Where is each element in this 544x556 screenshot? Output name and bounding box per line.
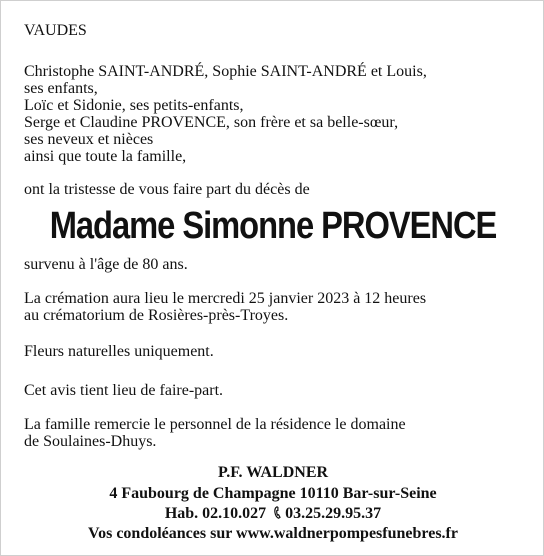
cremation-line-1: La crémation aura lieu le mercredi 25 janvier 2023 à 12 heures — [24, 290, 427, 307]
family-line-4: Serge et Claudine PROVENCE, son frère et sa belle-sœur, — [24, 114, 399, 131]
phone-number: 03.25.29.95.37 — [285, 505, 382, 522]
family-line-6: ainsi que toute la famille, — [24, 148, 187, 165]
funeral-home-name: P.F. WALDNER — [217, 464, 329, 481]
phone-icon — [274, 503, 284, 524]
age-line: survenu à l'âge de 80 ans. — [24, 256, 188, 273]
funeral-home-contact — [1, 503, 544, 524]
cremation-line-2: au crématorium de Rosières-près-Troyes. — [24, 307, 289, 324]
family-line-2: ses enfants, — [24, 80, 98, 97]
condolences-website: Vos condoléances sur www.waldnerpompesfunebres.fr — [88, 525, 458, 542]
funeral-home-address: 4 Faubourg de Champagne 10110 Bar-sur-Seine — [109, 485, 437, 502]
family-line-5: ses neveux et nièces — [24, 131, 154, 148]
thanks-line-1: La famille remercie le personnel de la résidence le domaine — [24, 416, 406, 433]
deceased-name: Madame Simonne PROVENCE — [49, 205, 497, 247]
notice-line: Cet avis tient lieu de faire-part. — [24, 382, 224, 399]
family-line-3: Loïc et Sidonie, ses petits-enfants, — [24, 97, 244, 114]
hab-number: Hab. 02.10.027 — [164, 505, 267, 522]
flowers-line: Fleurs naturelles uniquement. — [24, 343, 214, 360]
family-line-1: Christophe SAINT-ANDRÉ, Sophie SAINT-ANDRÉ et Louis, — [24, 63, 427, 80]
location: VAUDES — [24, 22, 87, 39]
thanks-line-2: de Soulaines-Dhuys. — [24, 433, 157, 450]
announcement: ont la tristesse de vous faire part du décès de — [24, 181, 310, 198]
